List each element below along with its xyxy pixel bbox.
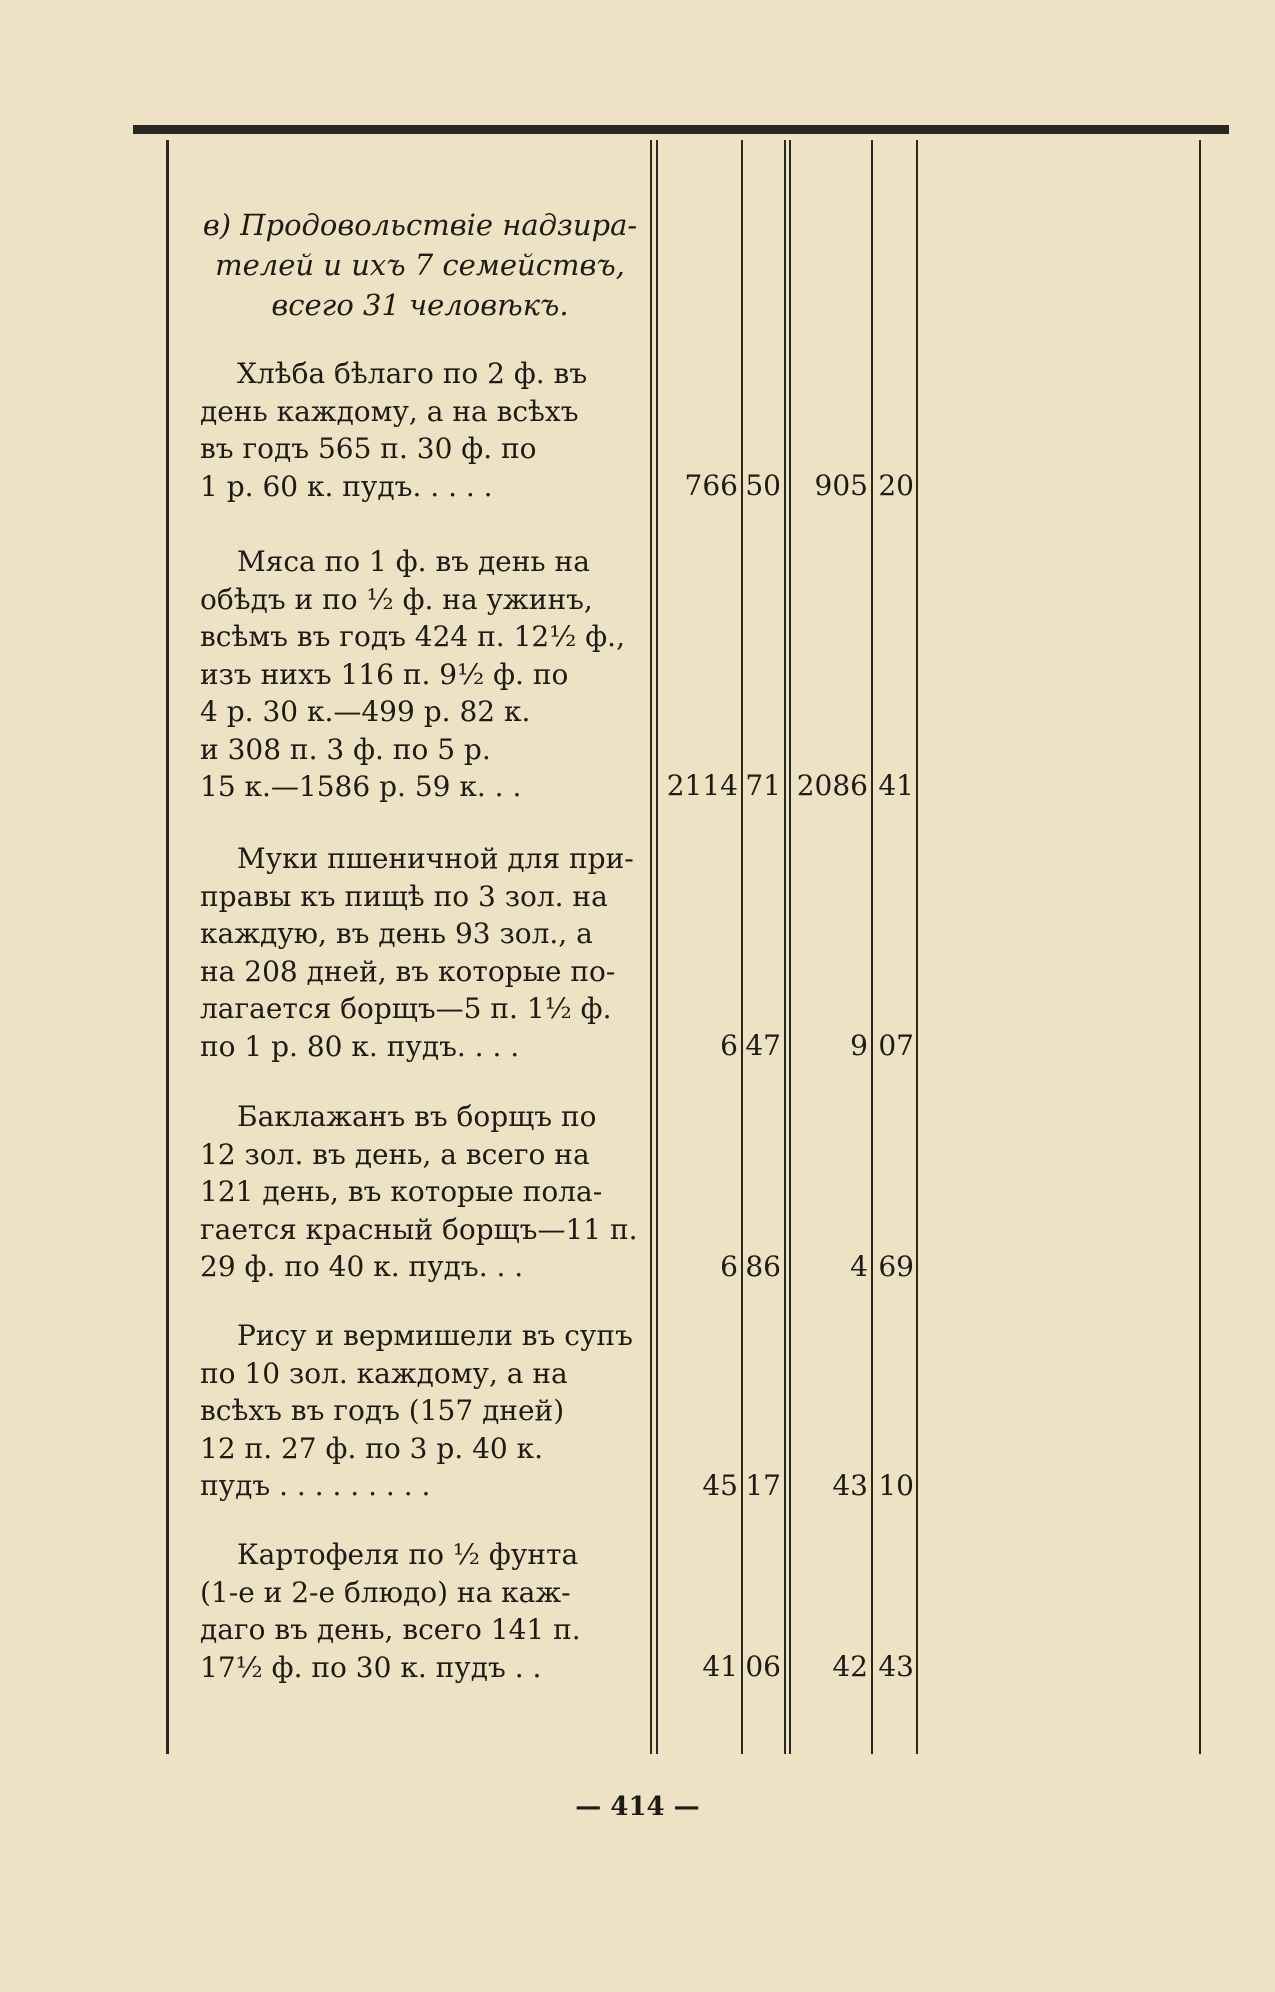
entry-line: 1 р. 60 к. пудъ. . . . . (200, 469, 493, 503)
amount1-rubles: 6 (720, 1250, 738, 1283)
entry-line: каждую, въ день 93 зол., а (200, 917, 593, 950)
column-rule (784, 140, 786, 1754)
amount2-kopecks: 69 (878, 1250, 914, 1283)
amount1-rubles: 766 (684, 469, 738, 502)
entry-line: всѣхъ въ годъ (157 дней) (200, 1394, 565, 1427)
amount2-kopecks: 41 (878, 769, 914, 802)
right-border-rule (1199, 140, 1201, 1754)
entry-line: Баклажанъ въ борщъ по (237, 1100, 597, 1133)
amount1-kopecks: 71 (745, 769, 781, 802)
column-rule (916, 140, 918, 1754)
entry-line: гается красный борщъ—11 п. (200, 1212, 638, 1246)
entry-eggplant (200, 1098, 638, 1286)
entry-potatoes (200, 1536, 638, 1686)
column-rule (789, 140, 791, 1754)
amount2-rubles: 2086 (796, 769, 868, 802)
heading-line: всего 31 человѣкъ. (271, 288, 569, 322)
entry-line: по 1 р. 80 к. пудъ. . . . (200, 1029, 520, 1063)
entry-line: даго въ день, всего 141 п. (200, 1613, 581, 1646)
amount2-rubles: 4 (850, 1250, 868, 1283)
entry-line: въ годъ 565 п. 30 ф. по (200, 432, 537, 465)
entry-line: обѣдъ и по ½ ф. на ужинъ, (200, 582, 593, 616)
amount2-kopecks: 20 (878, 469, 914, 502)
entry-line: (1-е и 2-е блюдо) на каж- (200, 1575, 571, 1609)
entry-line: день каждому, а на всѣхъ (200, 394, 579, 428)
entry-line: Хлѣба бѣлаго по 2 ф. въ (237, 357, 588, 390)
column-rule (871, 140, 873, 1754)
heading-line: телей и ихъ 7 семействъ, (215, 248, 625, 282)
amount1-kopecks: 50 (745, 469, 781, 502)
entry-line: Рису и вермишели въ супъ (237, 1319, 633, 1352)
amount2-kopecks: 43 (878, 1650, 914, 1683)
entry-line: 12 п. 27 ф. по 3 р. 40 к. (200, 1431, 544, 1465)
heading-line: в) Продовольствіе надзира- (202, 208, 638, 242)
entry-line: 121 день, въ которые пола- (200, 1175, 603, 1208)
amount1-rubles: 41 (702, 1650, 738, 1683)
page-number: — 414 — (575, 1792, 700, 1822)
column-rule (656, 140, 658, 1754)
entry-line: на 208 дней, въ которые по- (200, 954, 616, 988)
entry-meat (200, 543, 638, 806)
entry-line: Картофеля по ½ фунта (237, 1538, 579, 1571)
entry-line: Муки пшеничной для при- (237, 842, 634, 875)
entry-line: всѣмъ въ годъ 424 п. 12½ ф., (200, 620, 625, 653)
left-border-rule (166, 140, 169, 1754)
entry-line: и 308 п. 3 ф. по 5 р. (200, 732, 491, 766)
amount1-kopecks: 17 (745, 1469, 781, 1502)
amount1-rubles: 45 (702, 1469, 738, 1502)
amount2-kopecks: 10 (878, 1469, 914, 1502)
top-rule (133, 125, 1229, 134)
entry-bread (200, 355, 638, 505)
entry-line: Мяса по 1 ф. въ день на (237, 545, 590, 578)
amount1-kopecks: 06 (745, 1650, 781, 1683)
entry-line: пудъ . . . . . . . . . (200, 1469, 431, 1502)
amount2-rubles: 42 (832, 1650, 868, 1683)
amount1-rubles: 6 (720, 1029, 738, 1062)
amount2-rubles: 9 (850, 1029, 868, 1062)
entry-rice-vermicelli (200, 1317, 638, 1505)
amount1-kopecks: 47 (745, 1029, 781, 1062)
entry-line: 17½ ф. по 30 к. пудъ . . (200, 1650, 542, 1684)
entry-line: 15 к.—1586 р. 59 к. . . (200, 770, 522, 803)
amount1-kopecks: 86 (745, 1250, 781, 1283)
column-rule (741, 140, 743, 1754)
amount2-rubles: 905 (814, 469, 868, 502)
entry-line: 29 ф. по 40 к. пудъ. . . (200, 1250, 524, 1283)
entry-line: изъ нихъ 116 п. 9½ ф. по (200, 657, 569, 691)
entry-line: правы къ пищѣ по 3 зол. на (200, 879, 608, 913)
amount2-rubles: 43 (832, 1469, 868, 1502)
entry-flour (200, 840, 638, 1065)
amount1-rubles: 2114 (666, 769, 738, 802)
section-heading (190, 205, 650, 325)
entry-line: 12 зол. въ день, а всего на (200, 1137, 590, 1171)
entry-line: 4 р. 30 к.—499 р. 82 к. (200, 695, 531, 728)
entry-line: по 10 зол. каждому, а на (200, 1356, 568, 1390)
column-rule (650, 140, 652, 1754)
amount2-kopecks: 07 (878, 1029, 914, 1062)
entry-line: лагается борщъ—5 п. 1½ ф. (200, 992, 612, 1025)
